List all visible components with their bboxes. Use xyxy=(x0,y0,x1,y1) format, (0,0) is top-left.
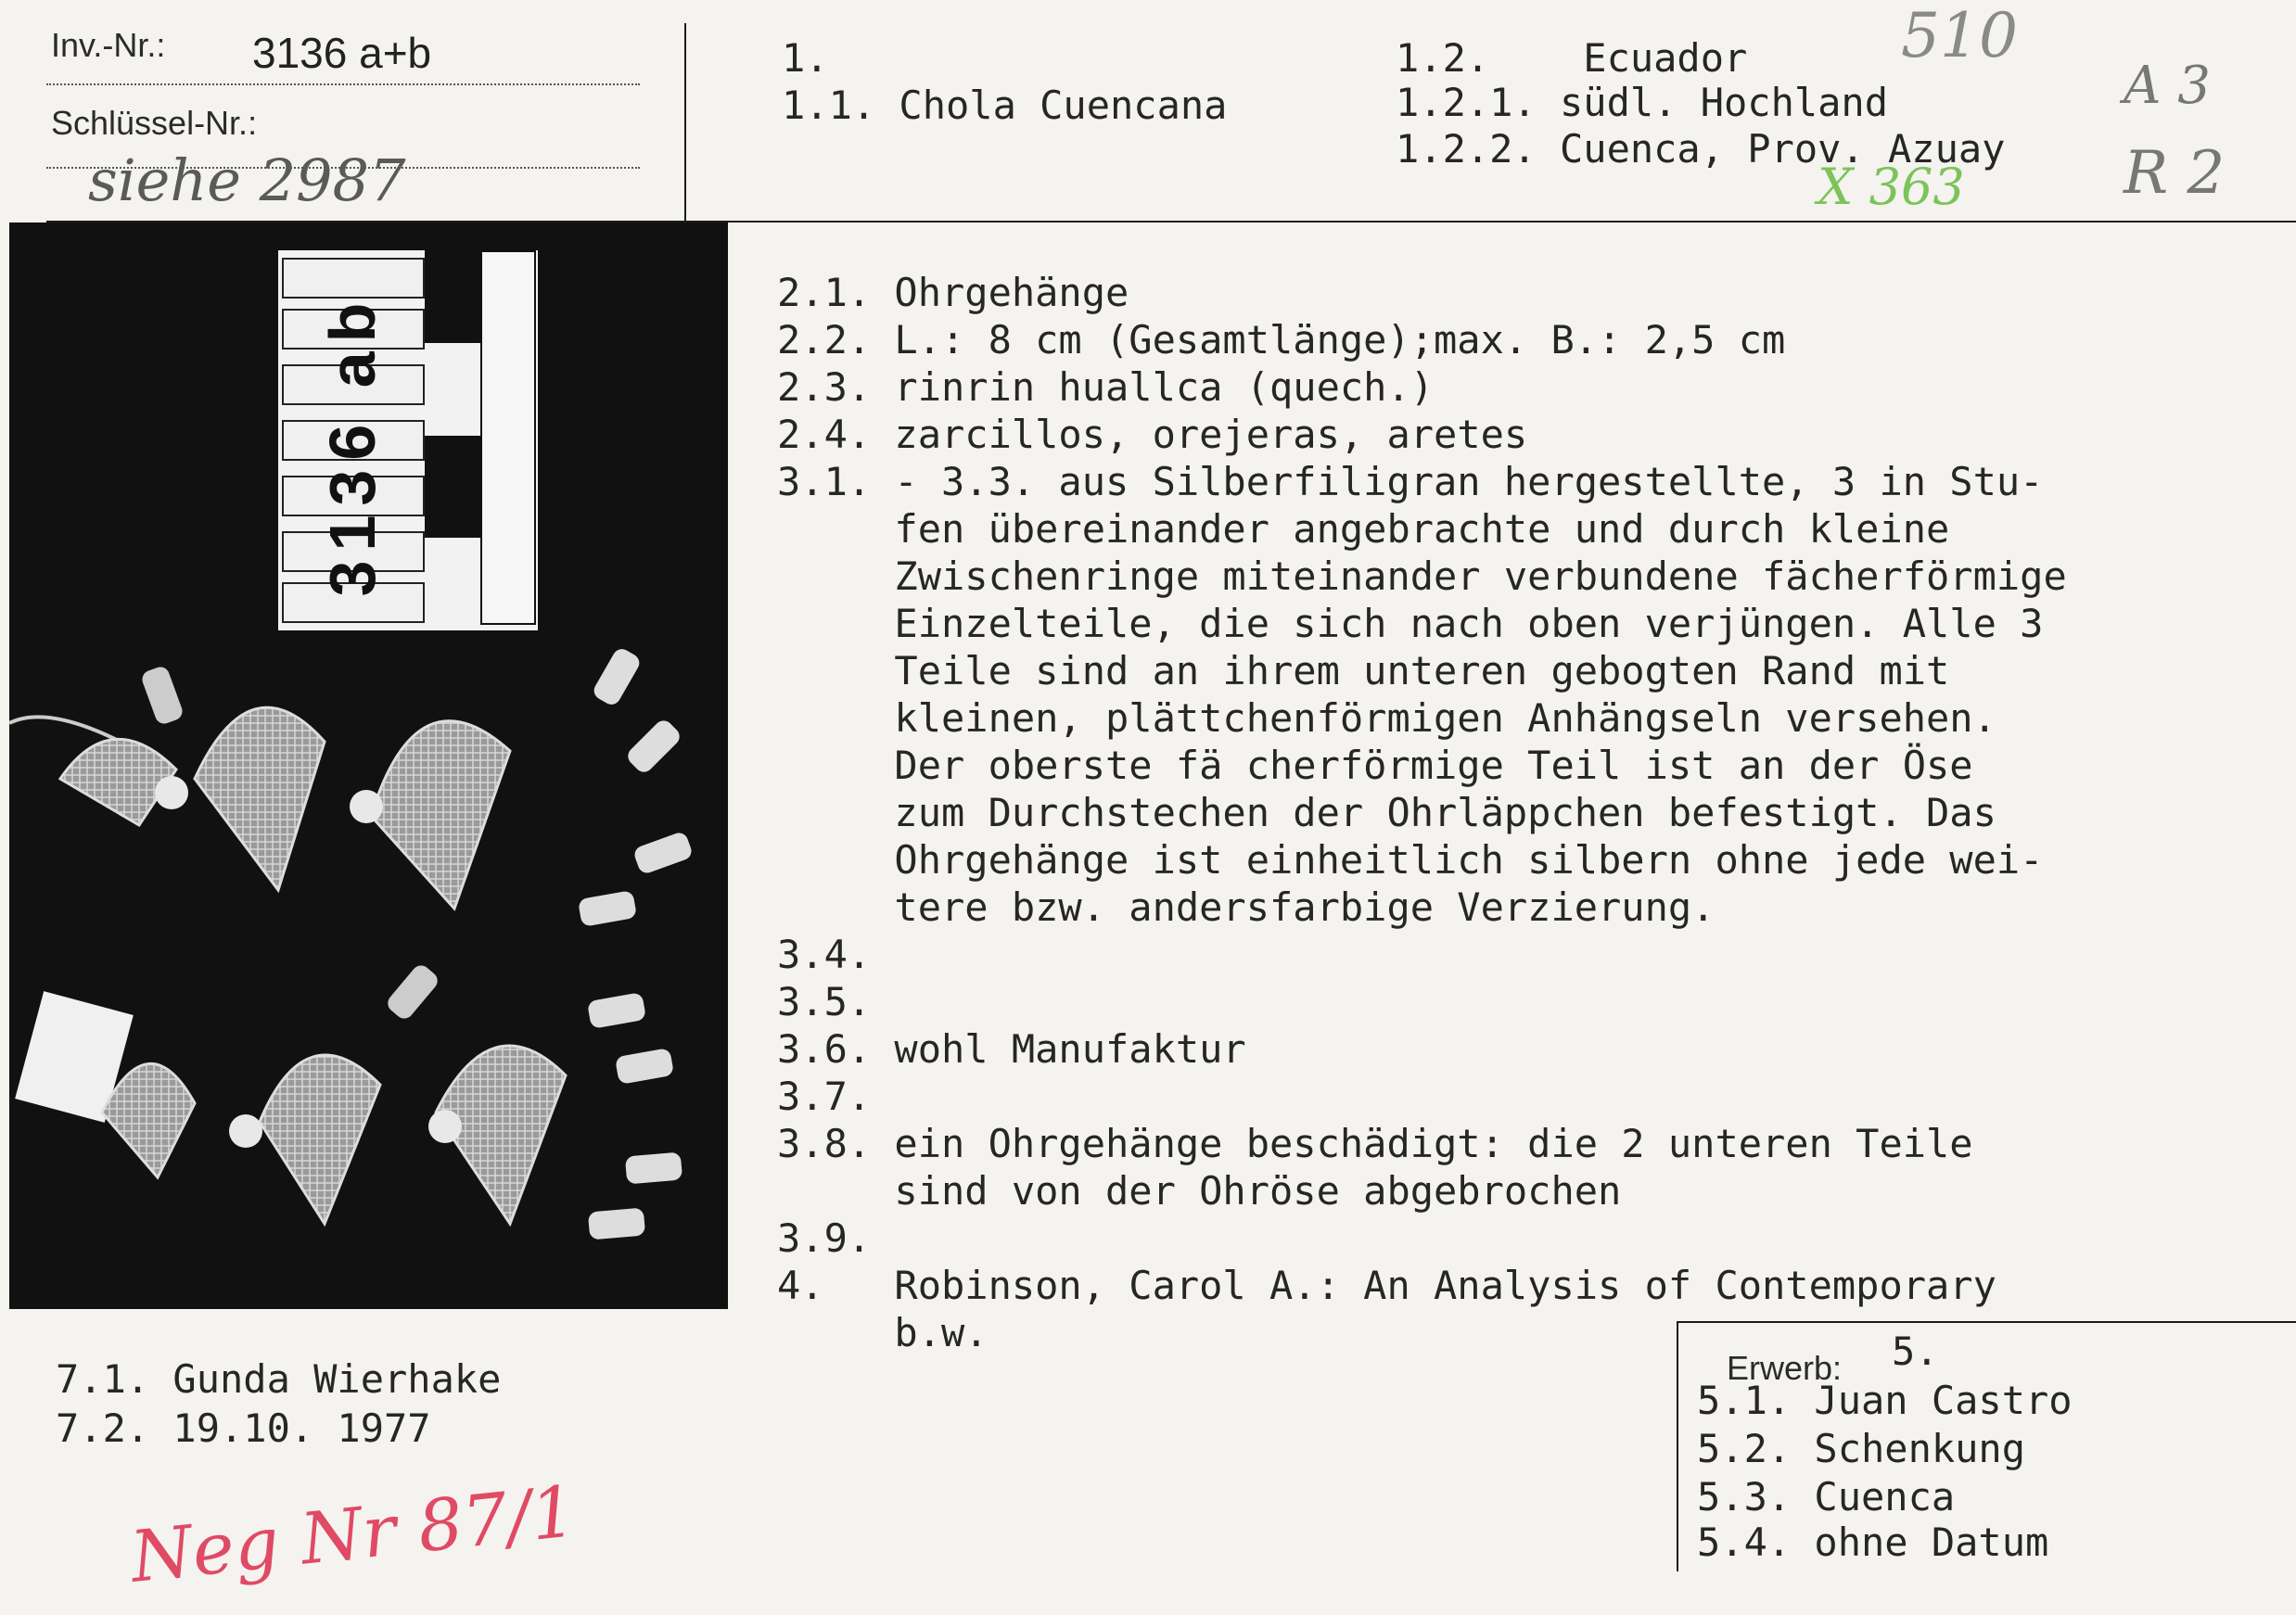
body-line: 2.1. Ohrgehänge xyxy=(777,270,1129,315)
inv-value: 3136 a+b xyxy=(252,29,432,77)
body-line: 3.8. ein Ohrgehänge beschädigt: die 2 unteren Teile xyxy=(777,1121,1973,1166)
earrings-illustration xyxy=(9,223,728,1309)
key-handwritten: siehe 2987 xyxy=(88,146,406,214)
body-line: sind von der Ohröse abgebrochen xyxy=(777,1168,1622,1214)
collector-line-2: 7.2. 19.10. 1977 xyxy=(56,1405,431,1451)
class-line-2: 1.1. Chola Cuencana xyxy=(782,83,1228,128)
body-line: 2.2. L.: 8 cm (Gesamtlänge);max. B.: 2,5 cm xyxy=(777,317,1786,362)
body-line: 2.4. zarcillos, orejeras, aretes xyxy=(777,412,1528,457)
acq-box-top xyxy=(1677,1321,2296,1323)
earring-upper xyxy=(9,646,694,927)
body-line: 3.9. xyxy=(777,1215,872,1261)
hand-green-number: X 363 xyxy=(1818,158,1965,216)
description-body xyxy=(777,269,2067,1356)
body-line: 3.1. - 3.3. aus Silberfiligran hergestellte, 3 in Stu- xyxy=(777,459,2044,504)
body-line: tere bzw. andersfarbige Verzierung. xyxy=(777,884,1716,930)
geo-line-1: 1.2. Ecuador xyxy=(1396,35,1748,81)
red-neg-note: Neg Nr 87/1 xyxy=(126,1469,580,1598)
hand-number-510: 510 xyxy=(1901,0,2018,71)
body-line: 2.3. rinrin huallca (quech.) xyxy=(777,364,1435,410)
body-line: 3.5. xyxy=(777,979,872,1024)
body-line: fen übereinander angebrachte und durch kleine xyxy=(777,506,1950,552)
acq-line-3: 5.3. Cuenca xyxy=(1697,1474,1956,1520)
body-line: Der oberste fä cherförmige Teil ist an der Öse xyxy=(777,743,1973,788)
body-line: 3.6. wohl Manufaktur xyxy=(777,1026,1246,1072)
hand-mark-r2: R 2 xyxy=(2124,139,2226,208)
geo-line-3: 1.2.2. Cuenca, Prov. Azuay xyxy=(1396,126,2006,172)
body-line: b.w. xyxy=(777,1310,989,1355)
collector-line-1: 7.1. Gunda Wierhake xyxy=(56,1356,502,1402)
acq-line-1: 5.1. Juan Castro xyxy=(1697,1378,2073,1423)
acq-line-4: 5.4. ohne Datum xyxy=(1697,1520,2049,1565)
inv-label: Inv.-Nr.: xyxy=(51,26,166,64)
key-label: Schlüssel-Nr.: xyxy=(51,104,258,142)
body-line: Teile sind an ihrem unteren gebogten Rand mit xyxy=(777,648,1950,693)
geo-line-2: 1.2.1. südl. Hochland xyxy=(1396,80,1889,125)
acq-box-left xyxy=(1677,1321,1678,1571)
body-line: 4. Robinson, Carol A.: An Analysis of Contemporary xyxy=(777,1263,1996,1308)
body-line: zum Durchstechen der Ohrläppchen befestigt. Das xyxy=(777,790,1996,835)
body-line: Einzelteile, die sich nach oben verjüngen. Alle 3 xyxy=(777,601,2044,646)
header-divider-vertical xyxy=(684,23,686,223)
body-line: Zwischenringe miteinander verbundene fächerförmige xyxy=(777,553,2067,599)
earring-lower xyxy=(15,961,682,1240)
acq-number: 5. xyxy=(1892,1329,1939,1374)
class-line-1: 1. xyxy=(782,35,829,81)
inv-underline xyxy=(46,83,640,85)
acq-line-2: 5.2. Schenkung xyxy=(1697,1426,2026,1471)
object-photo xyxy=(9,223,728,1309)
body-line: kleinen, plättchenförmigen Anhängseln versehen. xyxy=(777,695,1996,741)
body-line: Ohrgehänge ist einheitlich silbern ohne jede wei- xyxy=(777,837,2044,883)
acq-label: Erwerb: xyxy=(1727,1349,1843,1387)
body-line: 3.4. xyxy=(777,932,872,977)
body-line: 3.7. xyxy=(777,1074,872,1119)
scale-label: 3136 ab xyxy=(316,293,389,597)
hand-mark-a3: A 3 xyxy=(2124,56,2211,116)
